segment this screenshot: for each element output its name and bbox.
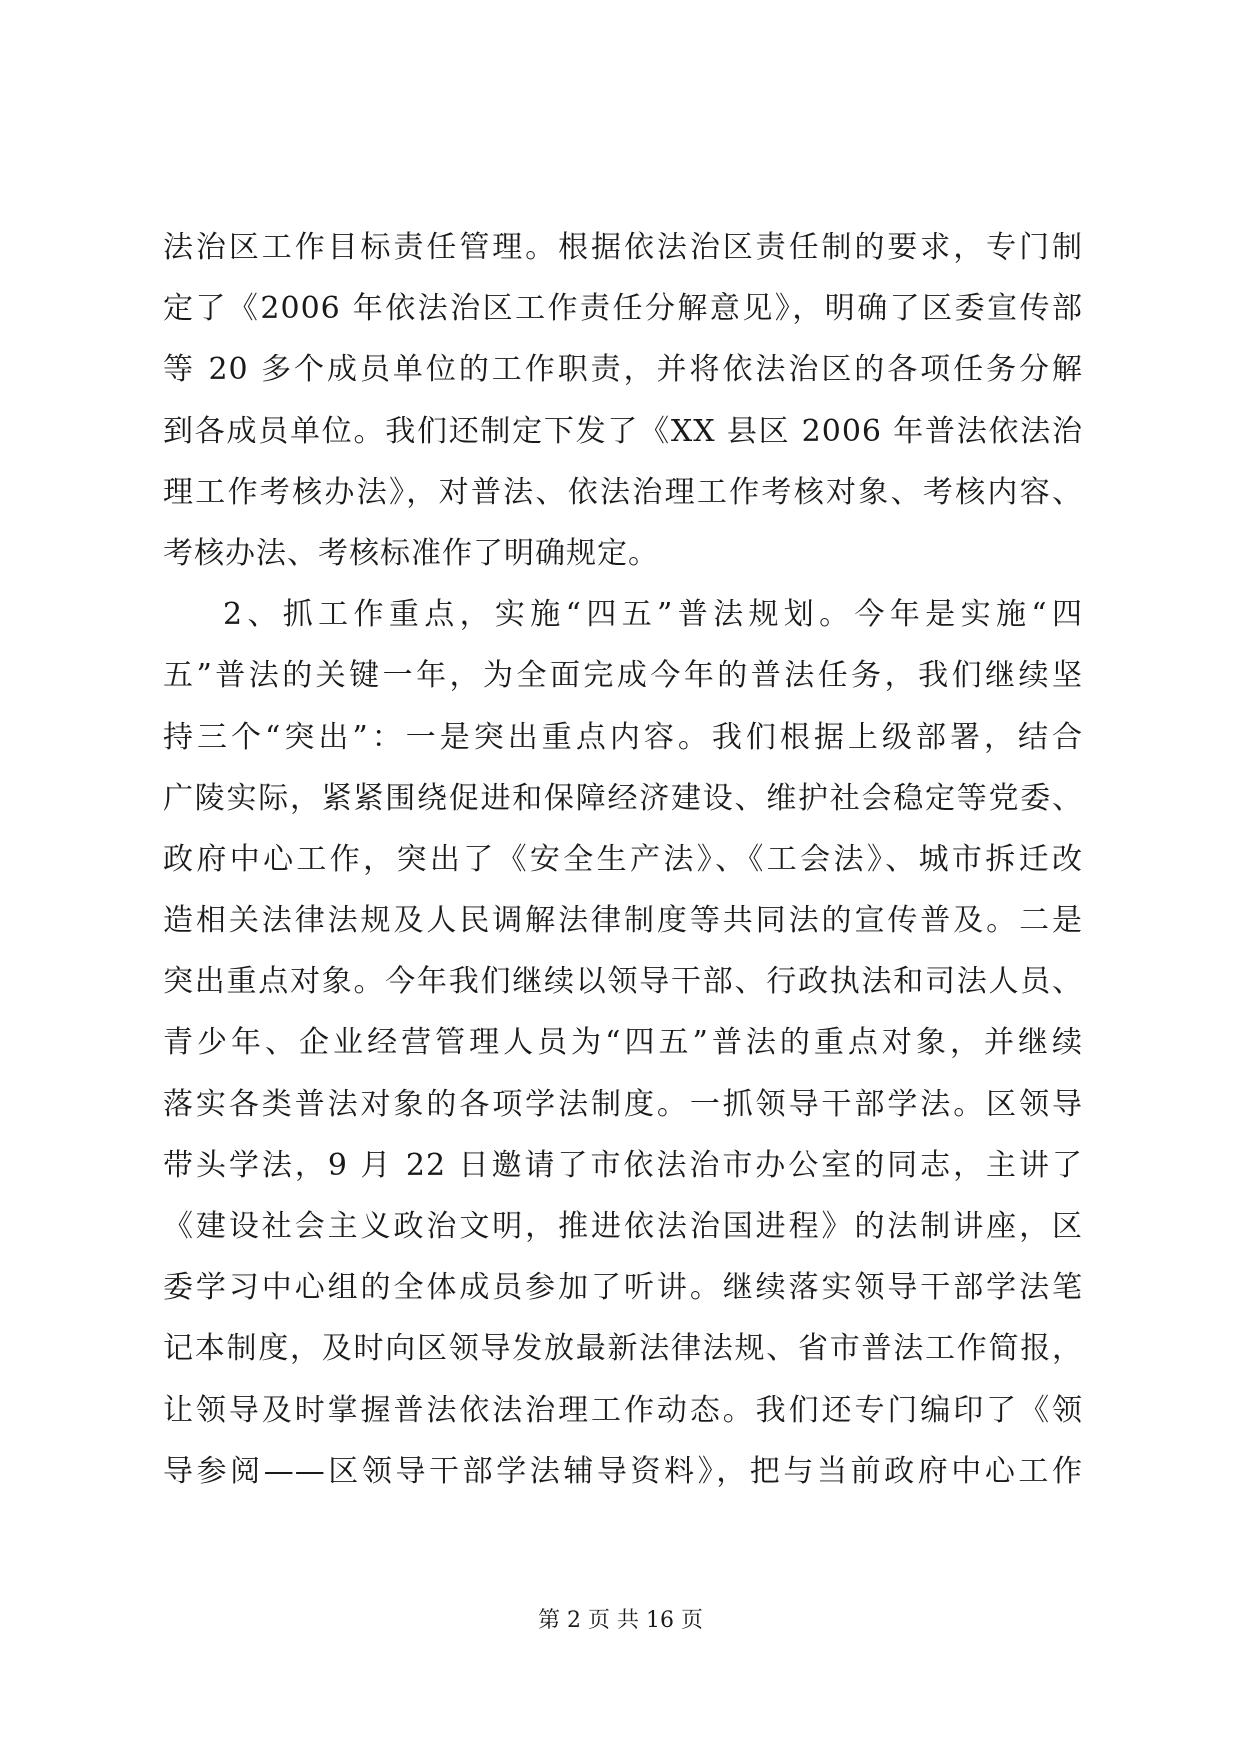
- text-line: 考核办法、考核标准作了明确规定。: [163, 535, 659, 571]
- text-line: 让领导及时掌握普法依法治理工作动态。我们还专门编印了《领: [163, 1392, 1083, 1428]
- paragraph-start-line: 2、抓工作重点，实施“四五”普法规划。今年是实施“四: [223, 597, 1083, 633]
- text-line: 持三个“突出”：一是突出重点内容。我们根据上级部署，结合: [163, 719, 1083, 755]
- text-line: 政府中心工作，突出了《安全生产法》、《工会法》、城市拆迁改: [163, 841, 1083, 877]
- text-line: 等 20 多个成员单位的工作职责，并将依法治区的各项任务分解: [163, 352, 1083, 388]
- text-line: 落实各类普法对象的各项学法制度。一抓领导干部学法。区领导: [163, 1086, 1083, 1122]
- text-line: 带头学法，9 月 22 日邀请了市依法治市办公室的同志，主讲了: [163, 1147, 1083, 1183]
- text-line: 广陵实际，紧紧围绕促进和保障经济建设、维护社会稳定等党委、: [163, 780, 1083, 816]
- text-line: 记本制度，及时向区领导发放最新法律法规、省市普法工作简报，: [163, 1331, 1083, 1367]
- text-line: 定了《2006 年依法治区工作责任分解意见》，明确了区委宣传部: [163, 291, 1083, 327]
- text-line: 法治区工作目标责任管理。根据依法治区责任制的要求，专门制: [163, 230, 1083, 265]
- text-line: 五”普法的关键一年，为全面完成今年的普法任务，我们继续坚: [163, 658, 1083, 694]
- text-line: 委学习中心组的全体成员参加了听讲。继续落实领导干部学法笔: [163, 1270, 1083, 1306]
- text-line: 理工作考核办法》，对普法、依法治理工作考核对象、考核内容、: [163, 474, 1083, 510]
- text-line: 青少年、企业经营管理人员为“四五”普法的重点对象，并继续: [163, 1025, 1083, 1061]
- text-line: 到各成员单位。我们还制定下发了《XX 县区 2006 年普法依法治: [163, 413, 1083, 449]
- text-line: 导参阅——区领导干部学法辅导资料》，把与当前政府中心工作: [163, 1453, 1083, 1489]
- text-line: 造相关法律法规及人民调解法律制度等共同法的宣传普及。二是: [163, 903, 1083, 939]
- body-text: [163, 228, 1083, 1513]
- text-line: 突出重点对象。今年我们继续以领导干部、行政执法和司法人员、: [163, 964, 1083, 1000]
- page-number-footer: 第 2 页 共 16 页: [538, 1608, 703, 1633]
- text-line: 《建设社会主义政治文明，推进依法治国进程》的法制讲座，区: [163, 1209, 1083, 1244]
